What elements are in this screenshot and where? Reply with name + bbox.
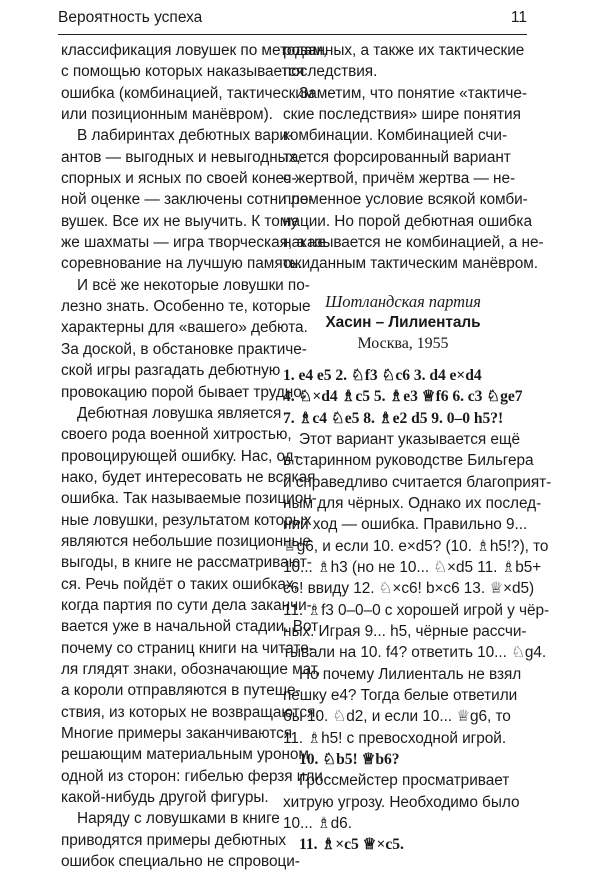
text-line: провокацию порой бывает трудно.: [61, 383, 306, 401]
text-line: ля глядят знаки, обозначающие мат,: [61, 660, 321, 678]
text-line: ошибка (комбинацией, тактическим: [61, 84, 315, 102]
text-line: Заметим, что понятие «тактиче-: [299, 84, 527, 102]
text-line: ♕g6, и если 10. e×d5? (10. ♗h5!?), то: [283, 537, 549, 555]
text-line: антов — выгодных и невыгодных,: [61, 148, 301, 166]
text-line: пешку e4? Тогда белые ответили: [283, 686, 518, 704]
paragraph: [283, 40, 523, 83]
text-line: и справедливо считается благоприят-: [283, 473, 552, 491]
text-line: ошибка. Так называемые позицион-: [61, 490, 317, 508]
text-line: классификация ловушек по методам,: [61, 42, 328, 59]
right-column: [283, 40, 552, 856]
text-line: ошибок специально не спровоци-: [61, 853, 300, 871]
text-line: пременное условие всякой комби-: [283, 191, 528, 209]
text-line: Многие примеры заканчиваются: [61, 725, 293, 742]
commentary-paragraph: [283, 770, 523, 834]
text-line: ожиданным тактическим манёвром.: [283, 255, 538, 273]
text-line: в старинном руководстве Бильгера: [283, 452, 534, 470]
text-line: ной оценке — заключены сотни ло-: [61, 191, 314, 209]
text-line: ся. Речь пойдёт о таких ошибках,: [61, 575, 298, 593]
game-place-year: Москва, 1955: [357, 335, 449, 353]
text-line: 10... ♗h3 (но не 10... ♘×d5 11. ♗b5+: [283, 558, 542, 576]
text-line: ные ловушки, результатом которых: [61, 511, 312, 529]
text-line: комбинации. Комбинацией счи-: [283, 127, 508, 145]
running-title: Вероятность успеха: [58, 9, 203, 26]
text-line: ской игры разгадать дебютную: [61, 362, 281, 380]
text-line: нако, будет интересовать не всякая: [61, 468, 316, 486]
text-line: И всё же некоторые ловушки по-: [77, 276, 310, 294]
opening-name: Шотландская партия: [325, 291, 481, 311]
text-line: вушек. Все их не выучить. К тому: [61, 212, 299, 230]
paragraph: [61, 403, 323, 809]
text-line: с помощью которых наказывается: [61, 63, 305, 81]
text-line: хитрую угрозу. Необходимо было: [283, 793, 520, 811]
text-line: ных. Играя 9... h5, чёрные рассчи-: [283, 622, 527, 640]
running-header: [58, 0, 527, 35]
text-line: приводятся примеры дебютных: [61, 831, 287, 849]
game-players: Хасин – Лилиенталь: [325, 314, 481, 332]
text-line: или позиционным манёвром).: [61, 106, 273, 124]
commentary-paragraph: [283, 429, 552, 664]
text-line: а короли отправляются в путеше-: [61, 682, 301, 700]
text-line: бы 10. ♘d2, и если 10... ♕g6, то: [283, 708, 511, 726]
text-line: 11. ♗h5! с превосходной игрой.: [283, 729, 507, 747]
text-line: характерны для «вашего» дебюта.: [61, 319, 308, 337]
text-line: соревнование на лучшую память.: [61, 255, 302, 273]
section-spacer: [283, 275, 523, 291]
text-line: одной из сторон: гибелью ферзя или: [61, 767, 323, 785]
text-line: являются небольшие позиционные: [61, 532, 312, 550]
move-line: 1. e4 e5 2. ♘f3 ♘c6 3. d4 e×d4: [283, 366, 482, 384]
text-line: провоцирующей ошибку. Нас, од-: [61, 447, 299, 465]
text-line: спорных и ясных по своей конеч-: [61, 170, 297, 188]
text-line: ным для чёрных. Однако их послед-: [283, 494, 542, 512]
move-line: 7. ♗c4 ♘e5 8. ♗e2 d5 9. 0–0 h5?!: [283, 409, 504, 427]
text-line: выгоды, в книге не рассматривают-: [61, 554, 312, 572]
text-line: рованных, а также их тактические: [283, 42, 525, 59]
move-list: [283, 365, 523, 429]
text-line: 10... ♗d6.: [283, 815, 352, 833]
text-line: нации. Но порой дебютная ошибка: [283, 212, 532, 230]
text-line: тывали на 10. f4? ответить 10... ♘g4.: [283, 644, 547, 662]
text-line: ствия, из которых не возвращаются.: [61, 703, 320, 721]
text-line: последствия.: [283, 63, 378, 81]
text-line: c6! ввиду 12. ♘×c6! b×c6 13. ♕×d5): [283, 580, 535, 598]
paragraph: [61, 125, 327, 274]
move-line: 11. ♗×c5 ♕×c5.: [299, 836, 404, 854]
move-line: 4. ♘×d4 ♗c5 5. ♗e3 ♕f6 6. c3 ♘ge7: [283, 388, 523, 406]
text-line: решающим материальным уроном: [61, 746, 309, 764]
text-line: Гроссмейстер просматривает: [299, 772, 510, 790]
text-line: наказывается не комбинацией, а не-: [283, 234, 544, 252]
paragraph: [61, 808, 300, 872]
paragraph: [61, 275, 311, 403]
text-line: вается уже в начальной стадии. Вот: [61, 618, 319, 636]
text-line: Этот вариант указывается ещё: [299, 430, 521, 448]
text-line: За доской, в обстановке практиче-: [61, 340, 307, 358]
text-line: почему со страниц книги на читате-: [61, 639, 314, 657]
text-line: Наряду с ловушками в книге: [77, 810, 280, 828]
text-line: же шахматы — игра творческая, а не: [61, 234, 327, 252]
commentary-paragraph: [283, 664, 523, 749]
text-line: тается форсированный вариант: [283, 148, 511, 166]
section-spacer: [283, 355, 523, 365]
text-line: Но почему Лилиенталь не взял: [299, 665, 522, 683]
text-line: Дебютная ловушка является: [77, 404, 282, 422]
text-line: какой-нибудь другой фигуры.: [61, 789, 269, 807]
text-line: ские последствия» шире понятия: [283, 106, 521, 124]
text-line: лезно знать. Особенно те, которые: [61, 298, 311, 316]
text-line: В лабиринтах дебютных вари-: [77, 127, 294, 145]
paragraph: [61, 40, 328, 125]
paragraph: [283, 83, 544, 275]
text-line: своего рода военной хитростью,: [61, 426, 292, 444]
page-number: 11: [510, 9, 527, 26]
text-line: 11. ♗f3 0–0–0 с хорошей игрой у чёр-: [283, 601, 550, 619]
text-line: с жертвой, причём жертва — не-: [283, 170, 516, 188]
text-line: когда партия по сути дела заканчи-: [61, 596, 312, 614]
move-line: 10. ♘b5! ♕b6?: [299, 751, 400, 768]
text-line: ний ход — ошибка. Правильно 9...: [283, 516, 528, 534]
